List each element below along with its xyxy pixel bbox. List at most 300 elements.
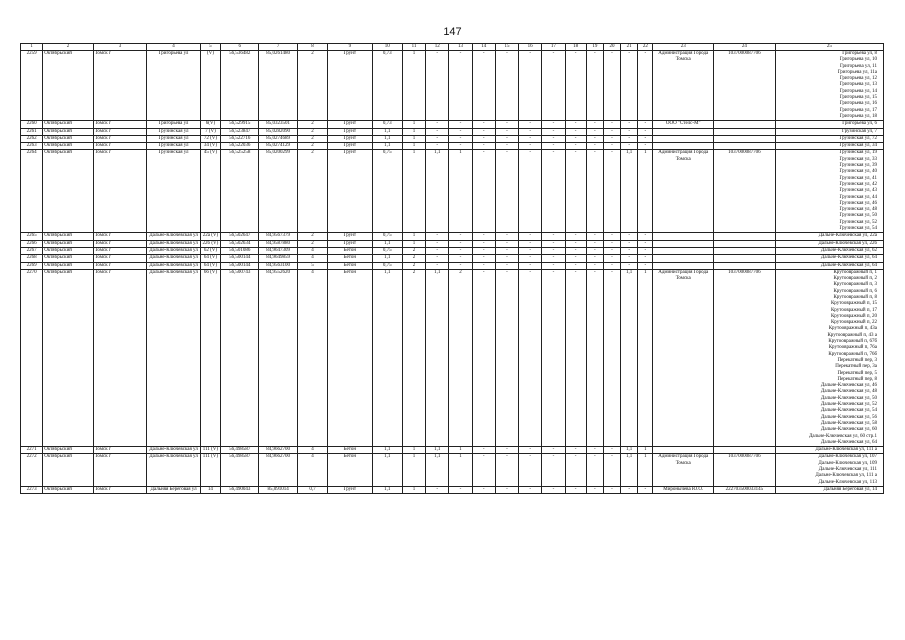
street-cell: Григорьева ул bbox=[147, 121, 201, 128]
served-address: Грузинская ул, 52 bbox=[839, 219, 877, 225]
c20-cell: - bbox=[603, 135, 620, 142]
c13-cell: - bbox=[449, 135, 472, 142]
c18-cell: - bbox=[565, 454, 586, 486]
c22-cell: - bbox=[638, 51, 653, 121]
c12-cell: - bbox=[426, 51, 449, 121]
house-cell: 22а (V) bbox=[200, 233, 220, 240]
c14-cell: - bbox=[472, 486, 495, 493]
c15-cell: - bbox=[495, 150, 518, 233]
c13-cell: - bbox=[449, 143, 472, 150]
c20-cell: - bbox=[603, 247, 620, 254]
served-address: Грузинская ул, 54 bbox=[839, 226, 877, 232]
longitude-cell: 85,091014 bbox=[259, 486, 297, 493]
area-cell: 5 bbox=[297, 262, 327, 269]
container-count-cell: 1 bbox=[402, 128, 425, 135]
city-cell: Томск г bbox=[93, 135, 147, 142]
street-cell: Дальне-Ключевская ул bbox=[147, 262, 201, 269]
area-cell: 2 bbox=[297, 150, 327, 233]
c22-cell: 1 bbox=[638, 454, 653, 486]
city-cell: Томск г bbox=[93, 143, 147, 150]
c21-cell: - bbox=[621, 247, 638, 254]
c14-cell: - bbox=[472, 247, 495, 254]
header-cell: 18 bbox=[565, 44, 586, 51]
c13-cell: - bbox=[449, 262, 472, 269]
owner-cell: ООО "Стелс-М" bbox=[653, 121, 714, 128]
header-cell: 23 bbox=[653, 44, 714, 51]
served-address: Григорьева ул, 11 bbox=[839, 63, 877, 69]
c13-cell: 1 bbox=[449, 454, 472, 486]
c20-cell: - bbox=[603, 262, 620, 269]
c19-cell: - bbox=[586, 233, 603, 240]
served-addresses-cell bbox=[775, 447, 883, 454]
served-address: Дальне-Ключевская ул, 58 bbox=[820, 420, 877, 426]
c22-cell: 1 bbox=[638, 150, 653, 233]
served-address: Дальне-Ключевская ул, 113 bbox=[818, 479, 877, 485]
c15-cell: - bbox=[495, 233, 518, 240]
served-address: Крутоовражный п, 17 bbox=[830, 307, 877, 313]
area-cell: 4 bbox=[297, 255, 327, 262]
district-cell: Октябрьский bbox=[43, 240, 94, 247]
city-cell: Томск г bbox=[93, 233, 147, 240]
area-cell: 0,7 bbox=[297, 486, 327, 493]
c16-cell: - bbox=[519, 121, 542, 128]
c17-cell: - bbox=[542, 143, 565, 150]
row-number-cell: 2266 bbox=[21, 240, 43, 247]
served-addresses-cell bbox=[775, 128, 883, 135]
c16-cell: - bbox=[519, 135, 542, 142]
served-address: Грузинская ул, 48 bbox=[839, 207, 877, 213]
served-address: Грузинская ул, 40 bbox=[839, 169, 877, 175]
table-row bbox=[21, 447, 884, 454]
latitude-cell: 56,500144 bbox=[221, 262, 259, 269]
area-cell: 2 bbox=[297, 121, 327, 128]
surface-cell: Бетон bbox=[328, 262, 372, 269]
c12-cell: - bbox=[426, 255, 449, 262]
owner-cell bbox=[653, 262, 714, 269]
served-address: Грузинская ул, 41 bbox=[839, 175, 877, 181]
served-address: Грузинская ул, 46 bbox=[839, 200, 877, 206]
table-row bbox=[21, 150, 884, 233]
c20-cell: - bbox=[603, 240, 620, 247]
served-address: Грузинская ул, 50 bbox=[839, 213, 877, 219]
served-address: Грузинская ул, 39 bbox=[839, 163, 877, 169]
volume-cell: 1,1 bbox=[372, 269, 402, 446]
c18-cell: - bbox=[565, 121, 586, 128]
surface-cell: Бетон bbox=[328, 255, 372, 262]
c16-cell: - bbox=[519, 269, 542, 446]
header-cell: 15 bbox=[495, 44, 518, 51]
c15-cell: - bbox=[495, 121, 518, 128]
served-address: Дальне-Ключевская ул, 22б bbox=[818, 240, 877, 246]
container-count-cell: 1 bbox=[402, 240, 425, 247]
table-row bbox=[21, 143, 884, 150]
latitude-cell: 56,502647 bbox=[221, 233, 259, 240]
served-address: Грузинская ул, 42 bbox=[839, 181, 877, 187]
c19-cell: - bbox=[586, 135, 603, 142]
registry-table bbox=[20, 43, 884, 494]
served-address: Крутоовражный п, 67б bbox=[828, 339, 877, 345]
table-row bbox=[21, 240, 884, 247]
c12-cell: - bbox=[426, 486, 449, 493]
street-cell: Грузинская ул bbox=[147, 143, 201, 150]
c12-cell: 1,1 bbox=[426, 454, 449, 486]
c19-cell: - bbox=[586, 128, 603, 135]
c14-cell: - bbox=[472, 143, 495, 150]
city-cell: Томск г bbox=[93, 486, 147, 493]
c16-cell: - bbox=[519, 454, 542, 486]
c18-cell: - bbox=[565, 447, 586, 454]
area-cell: 2 bbox=[297, 135, 327, 142]
c21-cell: 1,1 bbox=[621, 454, 638, 486]
house-cell: 66 (V) bbox=[200, 269, 220, 446]
district-cell: Октябрьский bbox=[43, 135, 94, 142]
header-row bbox=[21, 44, 884, 51]
city-cell: Томск г bbox=[93, 121, 147, 128]
served-address: Дальняя Береговая ул, 14 bbox=[823, 486, 877, 492]
city-cell: Томск г bbox=[93, 128, 147, 135]
c20-cell: - bbox=[603, 486, 620, 493]
c22-cell: - bbox=[638, 121, 653, 128]
served-address: Дальне-Ключевская ул, 64 bbox=[820, 255, 877, 261]
ogrn-cell bbox=[714, 121, 776, 128]
owner-cell: Администрация Города Томска bbox=[653, 51, 714, 121]
served-address: Григорьева ул, 6 bbox=[842, 121, 877, 127]
c16-cell: - bbox=[519, 150, 542, 233]
city-cell: Томск г bbox=[93, 269, 147, 446]
city-cell: Томск г bbox=[93, 454, 147, 486]
served-address: Дальне-Ключевская ул, 111 а bbox=[815, 473, 877, 479]
table-row bbox=[21, 454, 884, 486]
c13-cell: - bbox=[449, 128, 472, 135]
c12-cell: - bbox=[426, 121, 449, 128]
c16-cell: - bbox=[519, 486, 542, 493]
area-cell: 4 bbox=[297, 269, 327, 446]
served-address: Дальне-Ключевская ул, 111 bbox=[818, 467, 877, 472]
row-number-cell: 2262 bbox=[21, 135, 43, 142]
owner-cell bbox=[653, 447, 714, 454]
served-address: Грузинская ул, 43 bbox=[839, 188, 877, 194]
longitude-cell: 85,0200299 bbox=[259, 150, 297, 233]
header-cell: 7 bbox=[259, 44, 297, 51]
served-addresses-cell bbox=[775, 269, 883, 446]
container-count-cell: 2 bbox=[402, 269, 425, 446]
served-address: Грузинская ул, 44 bbox=[839, 194, 877, 200]
table-row bbox=[21, 51, 884, 121]
c14-cell: - bbox=[472, 454, 495, 486]
ogrn-cell bbox=[714, 255, 776, 262]
c21-cell: - bbox=[621, 233, 638, 240]
ogrn-cell: 1037000087706 bbox=[714, 269, 776, 446]
volume-cell: 0,73 bbox=[372, 51, 402, 121]
header-cell: 5 bbox=[200, 44, 220, 51]
c15-cell: - bbox=[495, 262, 518, 269]
c21-cell: - bbox=[621, 255, 638, 262]
c17-cell: - bbox=[542, 447, 565, 454]
served-address: Григорьева ул, 12 bbox=[839, 76, 877, 82]
c19-cell: - bbox=[586, 255, 603, 262]
latitude-cell: 56,536482 bbox=[221, 51, 259, 121]
longitude-cell: 84,9649859 bbox=[259, 255, 297, 262]
c17-cell: - bbox=[542, 255, 565, 262]
c18-cell: - bbox=[565, 143, 586, 150]
row-number-cell: 2271 bbox=[21, 447, 43, 454]
c17-cell: - bbox=[542, 150, 565, 233]
c22-cell: - bbox=[638, 233, 653, 240]
c21-cell: - bbox=[621, 128, 638, 135]
container-count-cell: 1 bbox=[402, 121, 425, 128]
c15-cell: - bbox=[495, 240, 518, 247]
surface-cell: Грунт bbox=[328, 486, 372, 493]
c21-cell: - bbox=[621, 143, 638, 150]
served-address: Грузинская ул, 19 bbox=[839, 150, 877, 156]
c12-cell: - bbox=[426, 247, 449, 254]
c13-cell: - bbox=[449, 486, 472, 493]
city-cell: Томск г bbox=[93, 262, 147, 269]
c17-cell: - bbox=[542, 128, 565, 135]
ogrn-cell bbox=[714, 135, 776, 142]
served-address: Дальне-Ключевская ул, 62 bbox=[820, 247, 877, 253]
c20-cell: - bbox=[603, 121, 620, 128]
longitude-cell: 84,9567379 bbox=[259, 233, 297, 240]
served-address: Дальне-Ключевская ул, 60 стр.1 bbox=[808, 433, 877, 439]
served-address: Крутоовражный п, 22 bbox=[830, 320, 877, 326]
served-address: Григорьева ул, 8 bbox=[842, 51, 877, 56]
latitude-cell: 56,525258 bbox=[221, 150, 259, 233]
area-cell: 4 bbox=[297, 247, 327, 254]
served-address: Крутоовражный п, 1 bbox=[833, 269, 877, 275]
c21-cell: - bbox=[621, 135, 638, 142]
c15-cell: - bbox=[495, 454, 518, 486]
served-address: Дальне-Ключевская ул, 56 bbox=[820, 414, 877, 420]
c20-cell: - bbox=[603, 150, 620, 233]
city-cell: Томск г bbox=[93, 255, 147, 262]
c16-cell: - bbox=[519, 447, 542, 454]
c14-cell: - bbox=[472, 135, 495, 142]
c16-cell: - bbox=[519, 240, 542, 247]
page-number: 147 bbox=[443, 26, 462, 38]
served-address: Крутоовражный п, 76а bbox=[828, 345, 877, 351]
c12-cell: - bbox=[426, 240, 449, 247]
c15-cell: - bbox=[495, 247, 518, 254]
c22-cell: 1 bbox=[638, 269, 653, 446]
row-number-cell: 2273 bbox=[21, 486, 43, 493]
owner-cell bbox=[653, 233, 714, 240]
c20-cell: - bbox=[603, 447, 620, 454]
city-cell: Томск г bbox=[93, 150, 147, 233]
c22-cell: - bbox=[638, 143, 653, 150]
header-cell: 2 bbox=[43, 44, 94, 51]
c19-cell: - bbox=[586, 51, 603, 121]
c14-cell: - bbox=[472, 51, 495, 121]
latitude-cell: 56,498587 bbox=[221, 447, 259, 454]
volume-cell: 0,75 bbox=[372, 233, 402, 240]
served-address: Перекатный пер, 3а bbox=[835, 364, 877, 370]
header-cell: 12 bbox=[426, 44, 449, 51]
city-cell: Томск г bbox=[93, 247, 147, 254]
owner-cell bbox=[653, 128, 714, 135]
c21-cell: - bbox=[621, 262, 638, 269]
served-address: Дальне-Ключевская ул, 48 bbox=[820, 389, 877, 395]
c13-cell: - bbox=[449, 240, 472, 247]
longitude-cell: 84,9552620 bbox=[259, 269, 297, 446]
street-cell: Грузинская ул bbox=[147, 135, 201, 142]
served-address: Грузинская ул, 7 bbox=[842, 128, 877, 134]
surface-cell: Грунт bbox=[328, 240, 372, 247]
header-cell: 8 bbox=[297, 44, 327, 51]
served-address: Григорьева ул, 11а bbox=[837, 69, 877, 75]
served-addresses-cell bbox=[775, 255, 883, 262]
city-cell: Томск г bbox=[93, 51, 147, 121]
served-address: Перекатный пер, 8 bbox=[837, 376, 877, 382]
c16-cell: - bbox=[519, 51, 542, 121]
volume-cell: 1,1 bbox=[372, 128, 402, 135]
c15-cell: - bbox=[495, 486, 518, 493]
latitude-cell: 56,500144 bbox=[221, 255, 259, 262]
c22-cell: - bbox=[638, 128, 653, 135]
served-address: Дальне-Ключевская ул, 22а bbox=[818, 233, 877, 239]
c15-cell: - bbox=[495, 51, 518, 121]
c20-cell: - bbox=[603, 233, 620, 240]
district-cell: Октябрьский bbox=[43, 447, 94, 454]
street-cell: Григорьева ул bbox=[147, 51, 201, 121]
district-cell: Октябрьский bbox=[43, 486, 94, 493]
c21-cell: - bbox=[621, 486, 638, 493]
c15-cell: - bbox=[495, 269, 518, 446]
header-cell: 19 bbox=[586, 44, 603, 51]
served-address: Перекатный пер, 5 bbox=[837, 370, 877, 376]
c19-cell: - bbox=[586, 269, 603, 446]
c17-cell: - bbox=[542, 269, 565, 446]
city-cell: Томск г bbox=[93, 447, 147, 454]
c16-cell: - bbox=[519, 233, 542, 240]
served-addresses-cell bbox=[775, 454, 883, 486]
c14-cell: - bbox=[472, 150, 495, 233]
header-cell: 4 bbox=[147, 44, 201, 51]
c13-cell: 1 bbox=[449, 447, 472, 454]
served-addresses-cell bbox=[775, 150, 883, 233]
ogrn-cell bbox=[714, 447, 776, 454]
house-cell: 7 (V) bbox=[200, 128, 220, 135]
street-cell: Дальне-Ключевская ул bbox=[147, 447, 201, 454]
served-addresses-cell bbox=[775, 247, 883, 254]
c21-cell: 1,1 bbox=[621, 150, 638, 233]
house-cell: 34 (V) bbox=[200, 143, 220, 150]
c17-cell: - bbox=[542, 233, 565, 240]
container-count-cell: 1 bbox=[402, 135, 425, 142]
surface-cell: Грунт bbox=[328, 128, 372, 135]
c21-cell: - bbox=[621, 51, 638, 121]
served-address: Григорьева ул, 10 bbox=[839, 57, 877, 63]
house-cell: 64 (V) bbox=[200, 255, 220, 262]
c18-cell: - bbox=[565, 262, 586, 269]
owner-cell bbox=[653, 240, 714, 247]
owner-cell bbox=[653, 255, 714, 262]
served-address: Крутоовражный п, 76б bbox=[828, 351, 877, 357]
container-count-cell: 1 bbox=[402, 51, 425, 121]
c19-cell: - bbox=[586, 447, 603, 454]
row-number-cell: 2269 bbox=[21, 262, 43, 269]
header-cell: 9 bbox=[328, 44, 372, 51]
table-row bbox=[21, 128, 884, 135]
c18-cell: - bbox=[565, 150, 586, 233]
district-cell: Октябрьский bbox=[43, 51, 94, 121]
table-row bbox=[21, 247, 884, 254]
c12-cell: 1,1 bbox=[426, 447, 449, 454]
row-number-cell: 2268 bbox=[21, 255, 43, 262]
c13-cell: - bbox=[449, 51, 472, 121]
container-count-cell: 1 bbox=[402, 447, 425, 454]
c12-cell: 1,1 bbox=[426, 150, 449, 233]
container-count-cell: 1 bbox=[402, 143, 425, 150]
header-cell: 24 bbox=[714, 44, 776, 51]
c18-cell: - bbox=[565, 51, 586, 121]
served-address: Григорьева ул, 17 bbox=[839, 107, 877, 113]
served-address: Григорьева ул, 18 bbox=[839, 113, 877, 119]
container-count-cell: 1 bbox=[402, 486, 425, 493]
street-cell: Дальне-Ключевская ул bbox=[147, 240, 201, 247]
ogrn-cell bbox=[714, 233, 776, 240]
district-cell: Октябрьский bbox=[43, 121, 94, 128]
c13-cell: - bbox=[449, 233, 472, 240]
house-cell: 72 (V) bbox=[200, 135, 220, 142]
c12-cell: - bbox=[426, 135, 449, 142]
c18-cell: - bbox=[565, 247, 586, 254]
c14-cell: - bbox=[472, 128, 495, 135]
c20-cell: - bbox=[603, 143, 620, 150]
table-row bbox=[21, 121, 884, 128]
c14-cell: - bbox=[472, 240, 495, 247]
latitude-cell: 56,522716 bbox=[221, 135, 259, 142]
longitude-cell: 85,0274689 bbox=[259, 135, 297, 142]
c17-cell: - bbox=[542, 51, 565, 121]
latitude-cell: 56,522036 bbox=[221, 143, 259, 150]
header-cell: 14 bbox=[472, 44, 495, 51]
served-address: Дальне-Ключевская ул, 60 bbox=[820, 427, 877, 433]
house-cell: 111 (V) bbox=[200, 447, 220, 454]
district-cell: Октябрьский bbox=[43, 150, 94, 233]
served-address: Дальне-Ключевская ул, 52 bbox=[820, 402, 877, 408]
header-cell: 1 bbox=[21, 44, 43, 51]
c12-cell: - bbox=[426, 128, 449, 135]
latitude-cell: 56,500743 bbox=[221, 269, 259, 446]
street-cell: Дальне-Ключевская ул bbox=[147, 269, 201, 446]
c17-cell: - bbox=[542, 121, 565, 128]
c13-cell: - bbox=[449, 121, 472, 128]
city-cell: Томск г bbox=[93, 240, 147, 247]
longitude-cell: 84,9647309 bbox=[259, 247, 297, 254]
street-cell: Дальне-Ключевская ул bbox=[147, 454, 201, 486]
area-cell: 2 bbox=[297, 128, 327, 135]
c20-cell: - bbox=[603, 51, 620, 121]
header-cell: 20 bbox=[603, 44, 620, 51]
ogrn-cell: 222703500033145 bbox=[714, 486, 776, 493]
table-row bbox=[21, 233, 884, 240]
ogrn-cell bbox=[714, 128, 776, 135]
owner-cell bbox=[653, 135, 714, 142]
row-number-cell: 2264 bbox=[21, 150, 43, 233]
surface-cell: Бетон bbox=[328, 454, 372, 486]
ogrn-cell: 1037000087706 bbox=[714, 51, 776, 121]
c21-cell: 1,1 bbox=[621, 269, 638, 446]
served-address: Григорьева ул, 14 bbox=[839, 88, 877, 94]
volume-cell: 1,1 bbox=[372, 486, 402, 493]
served-addresses-cell bbox=[775, 135, 883, 142]
container-count-cell: 2 bbox=[402, 262, 425, 269]
street-cell: Дальняя Береговая ул bbox=[147, 486, 201, 493]
served-address: Григорьева ул, 15 bbox=[839, 95, 877, 101]
c18-cell: - bbox=[565, 233, 586, 240]
c16-cell: - bbox=[519, 143, 542, 150]
